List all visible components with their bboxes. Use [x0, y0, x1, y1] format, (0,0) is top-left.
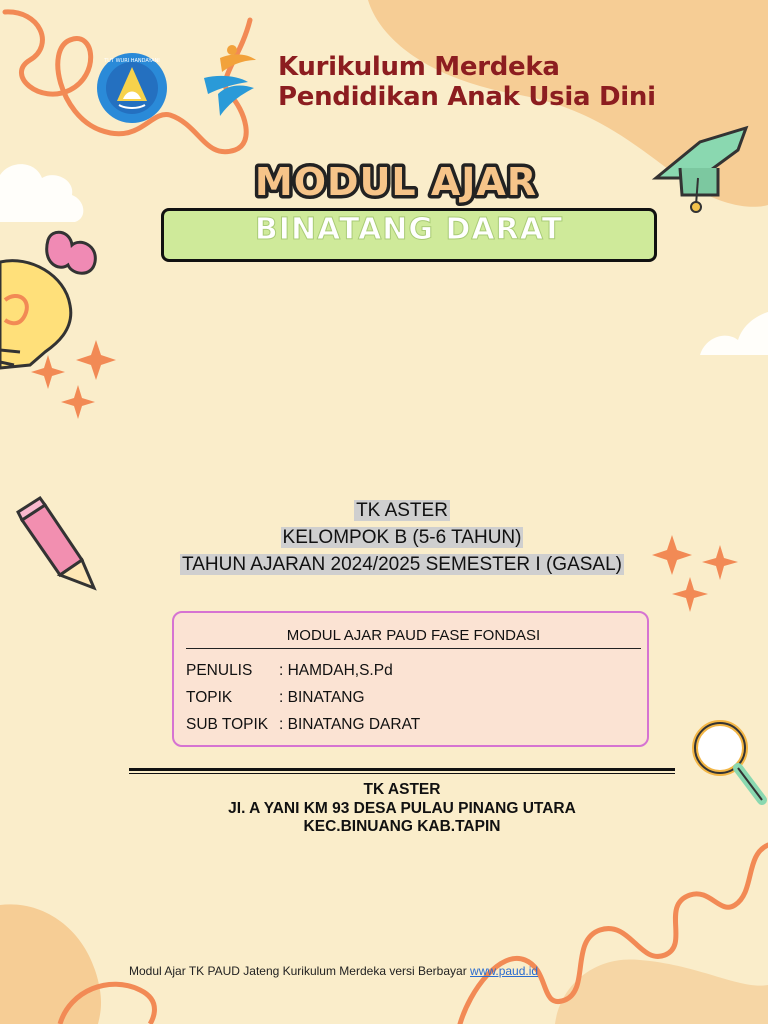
school-group: KELOMPOK B (5-6 TAHUN) [282, 527, 522, 548]
header-title-line1: Kurikulum Merdeka [278, 52, 560, 82]
address-line3: KEC.BINUANG KAB.TAPIN [303, 818, 501, 835]
info-box [172, 611, 649, 747]
info-row-topik [186, 689, 365, 707]
info-label: TOPIK [186, 689, 233, 706]
info-row-penulis [186, 662, 393, 680]
info-row-sub-topik [186, 716, 420, 734]
subject-title: BINATANG DARAT [254, 212, 564, 247]
school-block [0, 497, 768, 578]
info-heading: MODUL AJAR PAUD FASE FONDASI [186, 627, 641, 649]
address-block [0, 781, 768, 837]
info-label: PENULIS [186, 662, 253, 679]
footer-link[interactable]: www.paud.id [470, 964, 539, 978]
address-line2: JI. A YANI KM 93 DESA PULAU PINANG UTARA [228, 799, 576, 817]
svg-text:MODUL AJAR: MODUL AJAR [254, 160, 538, 204]
school-name: TK ASTER [356, 500, 448, 521]
header-title [278, 52, 656, 112]
subject-box [161, 208, 657, 262]
info-value: : BINATANG DARAT [279, 716, 421, 733]
lightbulb-icon [0, 232, 95, 368]
info-value: : HAMDAH,S.Pd [279, 662, 393, 679]
tut-wuri-handayani-logo [93, 51, 171, 125]
footer [129, 964, 538, 978]
school-year: TAHUN AJARAN 2024/2025 SEMESTER I (GASAL) [182, 554, 622, 575]
divider-thin [129, 773, 675, 774]
footer-text: Modul Ajar TK PAUD Jateng Kurikulum Merdeka versi Berbayar [129, 964, 471, 978]
info-value: : BINATANG [279, 689, 365, 706]
address-line1: TK ASTER [363, 781, 441, 798]
header-title-line2: Pendidikan Anak Usia Dini [278, 82, 656, 112]
logo-text: TUT WURI HANDAYANI [104, 58, 160, 64]
divider-thick [129, 768, 675, 771]
cover-title [246, 156, 546, 206]
info-label: SUB TOPIK [186, 716, 269, 733]
kurikulum-merdeka-logo [198, 44, 260, 124]
